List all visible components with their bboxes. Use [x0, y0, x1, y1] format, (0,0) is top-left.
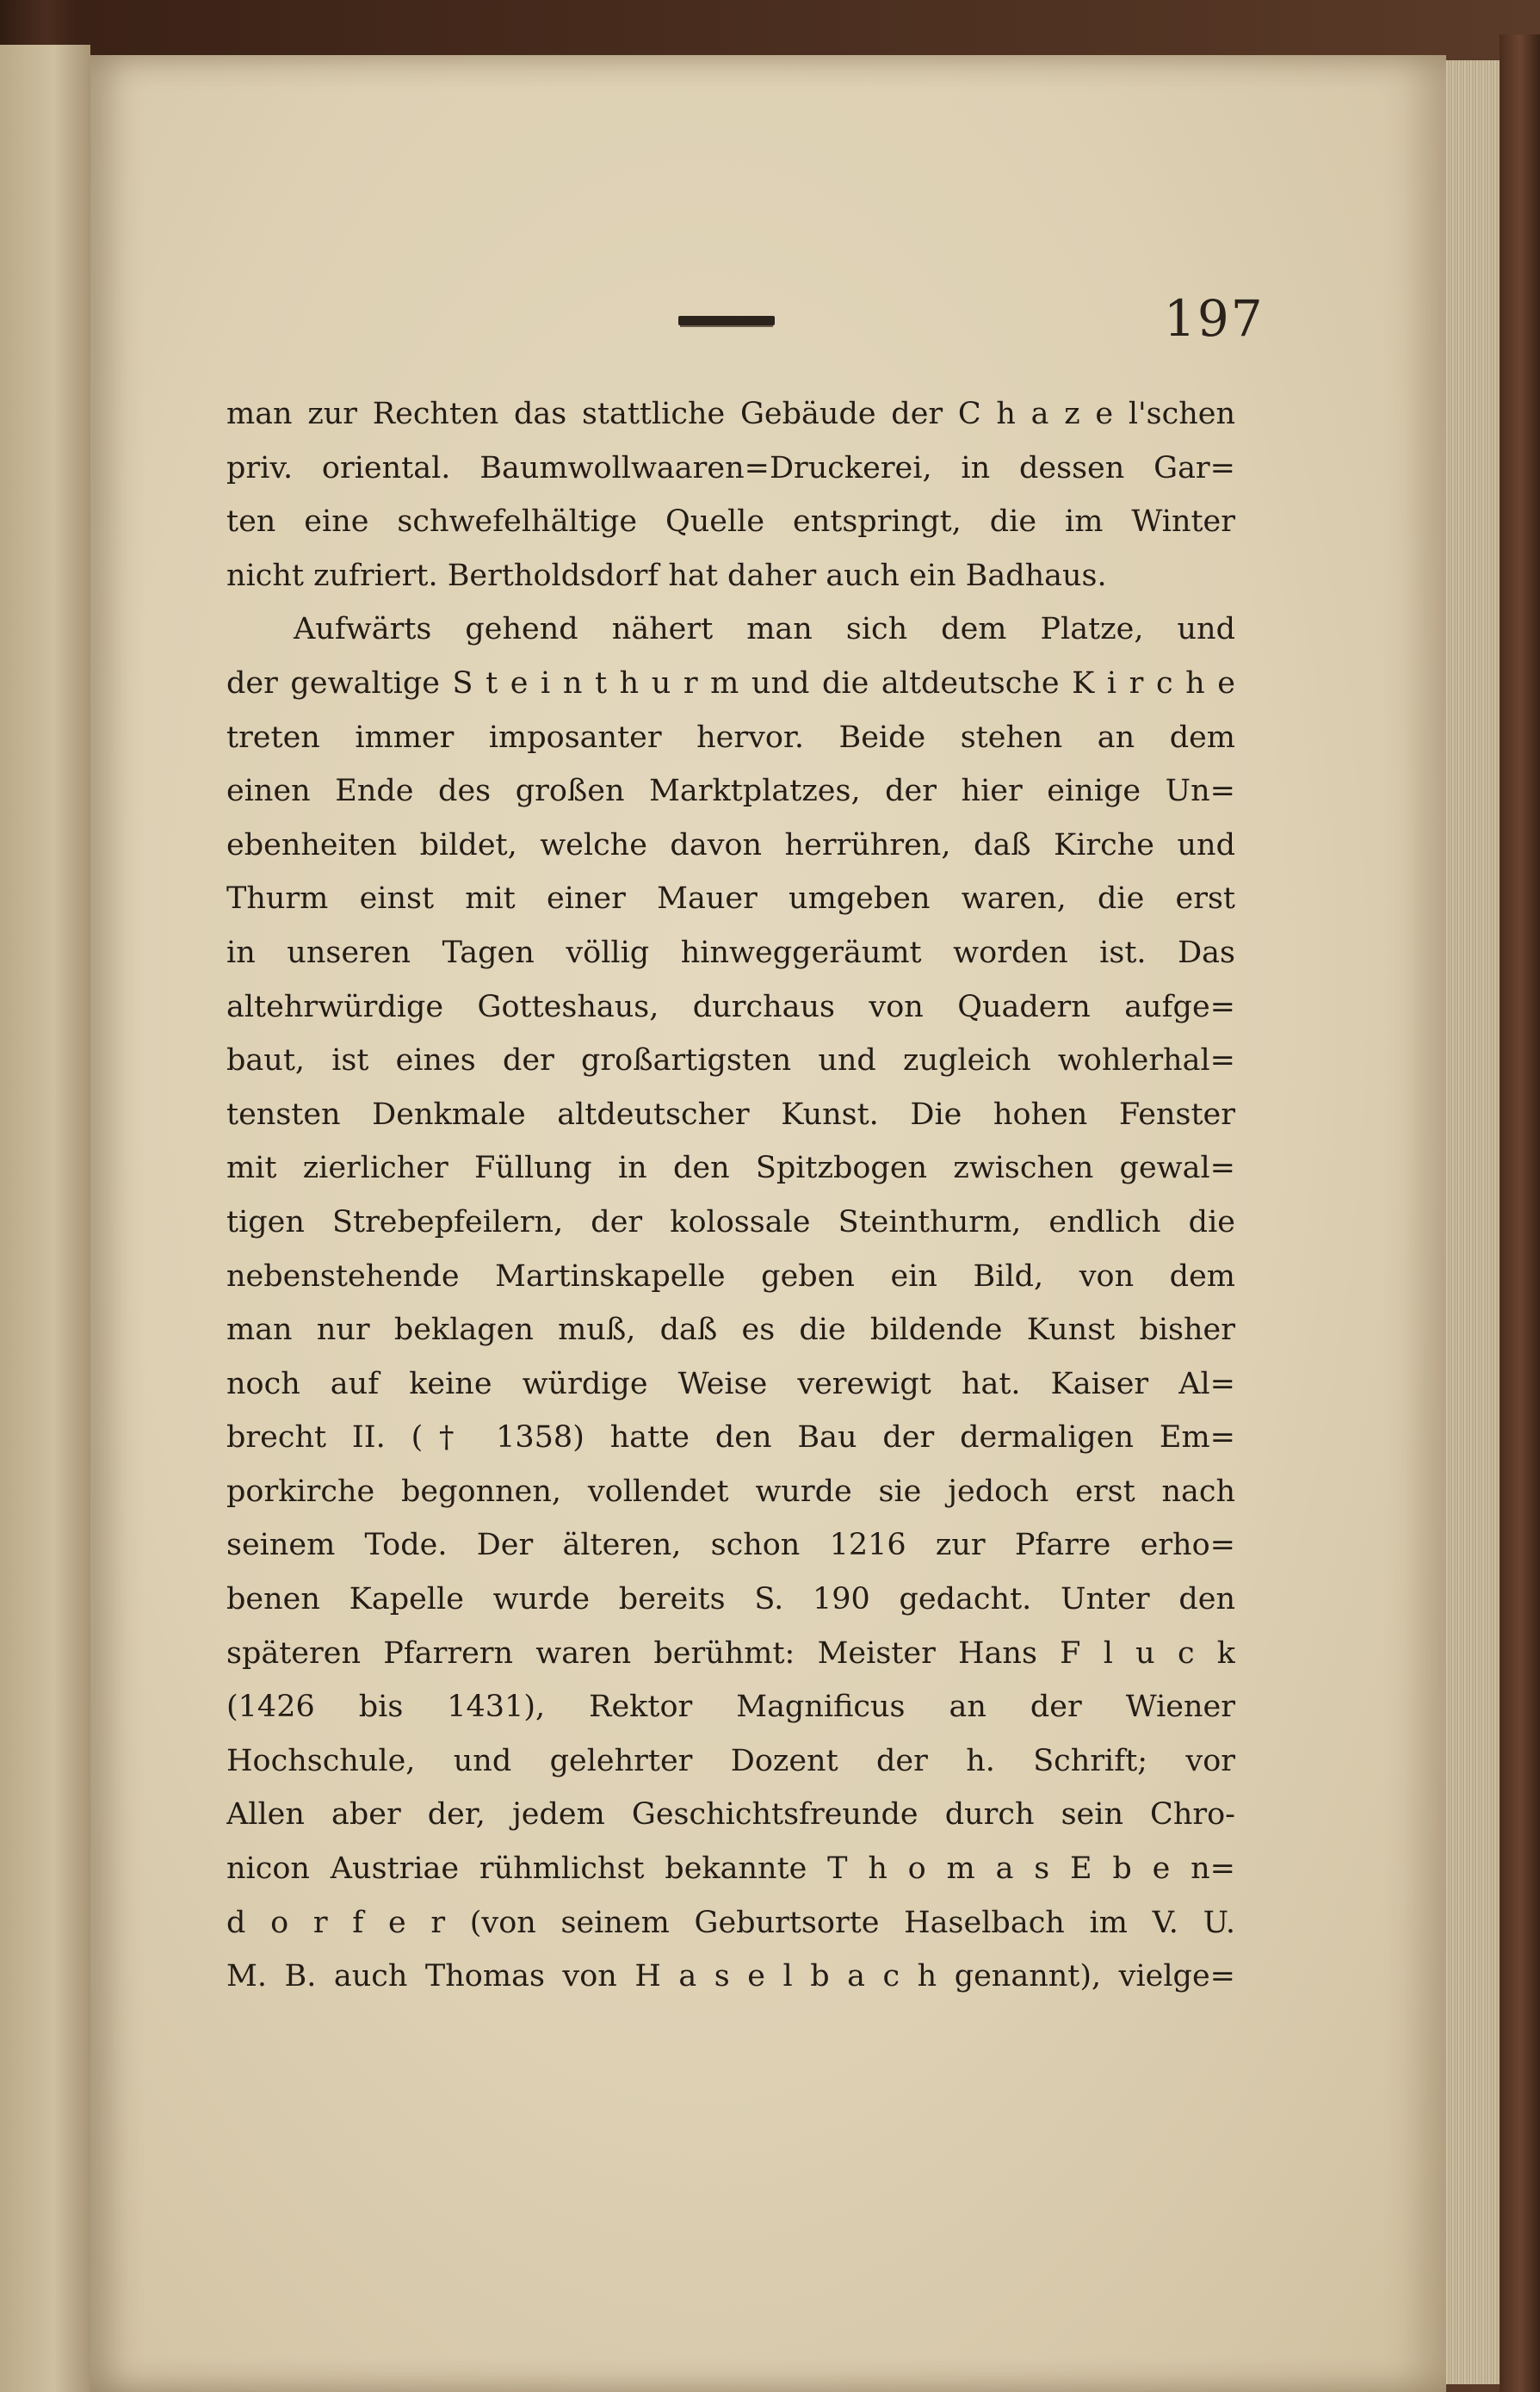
text-line: späteren Pfarrern waren berühmt: Meister Hans F l u c k — [226, 1635, 1235, 1671]
text-line: man nur beklagen muß, daß es die bildende Kunst bisher — [226, 1313, 1235, 1348]
text-line: altehrwürdige Gotteshaus, durchaus von Quadern aufge= — [226, 989, 1235, 1024]
text-line: nebenstehende Martinskapelle geben ein Bild, von dem — [226, 1258, 1235, 1294]
text-line: baut, ist eines der großartigsten und zugleich wohlerhal= — [226, 1043, 1235, 1079]
text-line: einen Ende des großen Marktplatzes, der hier einige Un= — [226, 774, 1235, 809]
text-line: mit zierlicher Füllung in den Spitzbogen zwischen gewal= — [226, 1151, 1235, 1186]
text-line: Thurm einst mit einer Mauer umgeben waren, die erst — [226, 881, 1235, 917]
text-line: nicon Austriae rühmlichst bekannte T h o m a s E b e n= — [226, 1851, 1235, 1887]
text-line: brecht II. († 1358) hatte den Bau der dermaligen Em= — [226, 1420, 1235, 1456]
text-line: der gewaltige S t e i n t h u r m und die altdeutsche K i r c h e — [226, 665, 1235, 701]
text-line: priv. oriental. Baumwollwaaren=Druckerei, in dessen Gar= — [226, 450, 1235, 485]
text-line: man zur Rechten das stattliche Gebäude der C h a z e l'schen — [226, 397, 1235, 431]
text-line: porkirche begonnen, vollendet wurde sie jedoch erst nach — [226, 1474, 1235, 1509]
page-number: 197 — [1164, 289, 1265, 348]
text-line: nicht zufriert. Bertholdsdorf hat daher auch ein Badhaus. — [226, 558, 1107, 593]
text-line: M. B. auch Thomas von H a s e l b a c h genannt), vielge= — [226, 1959, 1235, 1994]
text-line: Aufwärts gehend nähert man sich dem Platze, und — [294, 612, 1235, 647]
text-line: Allen aber der, jedem Geschichtsfreunde durch sein Chro- — [226, 1797, 1235, 1833]
text-line: Hochschule, und gelehrter Dozent der h. Schrift; vor — [226, 1743, 1235, 1778]
text-line: treten immer imposanter hervor. Beide stehen an dem — [226, 720, 1235, 755]
page-stack-edges — [1446, 60, 1500, 2384]
text-line: in unseren Tagen völlig hinweggeräumt worden ist. Das — [226, 935, 1235, 970]
text-line: tensten Denkmale altdeutscher Kunst. Die hohen Fenster — [226, 1097, 1235, 1132]
header-ornament-rule — [678, 316, 775, 325]
text-line: ten eine schwefelhältige Quelle entspringt, die im Winter — [226, 504, 1235, 540]
text-line: tigen Strebepfeilern, der kolossale Steinthurm, endlich die — [226, 1204, 1235, 1239]
text-line: ebenheiten bildet, welche davon herrühren, daß Kirche und — [226, 827, 1235, 862]
book-cover-edge — [1500, 34, 1540, 2392]
text-line: benen Kapelle wurde bereits S. 190 gedacht. Unter den — [226, 1582, 1235, 1617]
text-line: noch auf keine würdige Weise verewigt hat. Kaiser Al= — [226, 1366, 1235, 1401]
text-line: d o r f e r (von seinem Geburtsorte Haselbach im V. U. — [226, 1905, 1235, 1940]
text-line: (1426 bis 1431), Rektor Magnificus an der Wiener — [226, 1690, 1235, 1725]
facing-page-edge — [0, 45, 90, 2392]
body-text — [226, 387, 1235, 2004]
text-line: seinem Tode. Der älteren, schon 1216 zur Pfarre erho= — [226, 1528, 1235, 1563]
